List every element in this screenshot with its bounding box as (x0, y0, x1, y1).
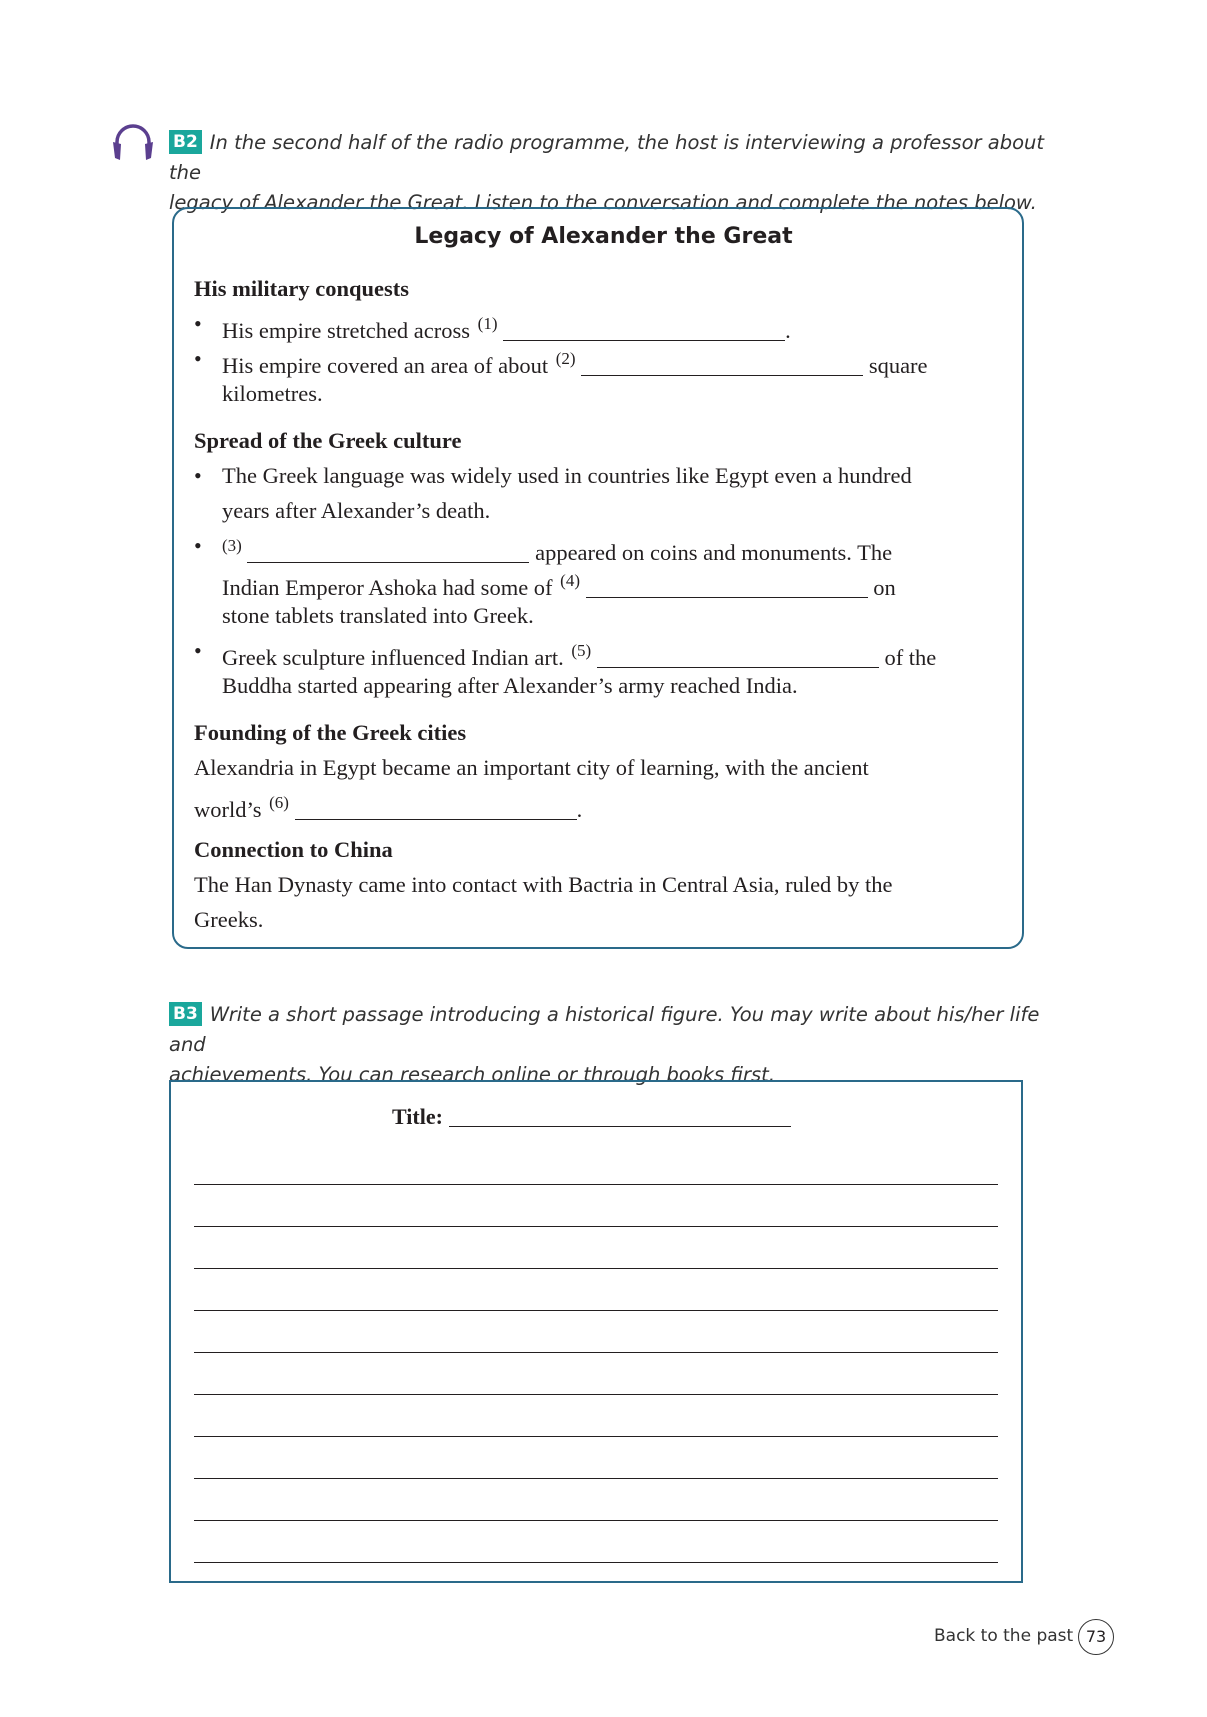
culture-heading: Spread of the Greek culture (194, 428, 462, 453)
blank-2[interactable] (581, 353, 863, 376)
writing-line[interactable] (194, 1184, 998, 1185)
bullet: • (194, 463, 202, 488)
cities-line-1: Alexandria in Egypt became an important city of learning, with the ancient (194, 755, 869, 780)
writing-line[interactable] (194, 1478, 998, 1479)
writing-line[interactable] (194, 1562, 998, 1563)
writing-line[interactable] (194, 1520, 998, 1521)
cities-heading: Founding of the Greek cities (194, 720, 467, 745)
culture-item-3-cont: Buddha started appearing after Alexander’s army reached India. (222, 673, 798, 698)
b3-badge: B3 (169, 1002, 202, 1026)
military-heading: His military conquests (194, 276, 410, 301)
culture-item-2: $^{(3)}$ appeared on coins and monuments. The (222, 536, 893, 565)
b3-instruction: B3 Write a short passage introducing a historical figure. You may write about his/her life and achievements. You can research online or through books first. (169, 1003, 1040, 1086)
writing-line[interactable] (194, 1436, 998, 1437)
writing-line[interactable] (194, 1352, 998, 1353)
blank-1[interactable] (503, 318, 785, 341)
writing-line[interactable] (194, 1226, 998, 1227)
military-item-2-cont: kilometres. (222, 381, 323, 406)
bullet: • (194, 638, 202, 663)
bullet: • (194, 346, 202, 371)
blank-4[interactable] (586, 575, 868, 598)
culture-item-2-cont2: stone tablets translated into Greek. (222, 603, 534, 628)
culture-item-2-cont: Indian Emperor Ashoka had some of $^{(4)}$ on (222, 571, 896, 600)
footer-section: Back to the past (934, 1626, 1074, 1646)
culture-item-1-cont: years after Alexander’s death. (222, 498, 491, 523)
culture-item-3: Greek sculpture influenced Indian art. $^{(5)}$ of the (222, 641, 937, 670)
blank-6[interactable] (295, 797, 577, 820)
cities-line-2: world’s $^{(6)}$ . (194, 793, 583, 822)
title-blank[interactable] (449, 1106, 791, 1127)
bullet: • (194, 311, 202, 336)
blank-3[interactable] (247, 540, 529, 563)
china-line-2: Greeks. (194, 907, 264, 932)
bullet: • (194, 533, 202, 558)
b2-badge: B2 (169, 130, 202, 154)
title-row (392, 1104, 791, 1130)
notes-title: Legacy of Alexander the Great (414, 224, 793, 249)
b2-instruction: B2 In the second half of the radio programme, the host is interviewing a professor about the legacy of Alexander the Great. Listen to the conversation and complete the notes below. (169, 131, 1045, 214)
military-item-1: His empire stretched across $^{(1)}$ . (222, 314, 791, 343)
china-line-1: The Han Dynasty came into contact with Bactria in Central Asia, ruled by the (194, 872, 893, 897)
military-item-2: His empire covered an area of about $^{(2)}$ square (222, 349, 928, 378)
page-number: 73 (1078, 1619, 1114, 1655)
writing-line[interactable] (194, 1394, 998, 1395)
writing-box (169, 1080, 1023, 1583)
writing-line[interactable] (194, 1268, 998, 1269)
blank-5[interactable] (597, 645, 879, 668)
headphones-icon (110, 120, 156, 164)
china-heading: Connection to China (194, 837, 393, 862)
culture-item-1: The Greek language was widely used in countries like Egypt even a hundred (222, 463, 912, 488)
title-label: Title: (392, 1104, 443, 1129)
writing-line[interactable] (194, 1310, 998, 1311)
